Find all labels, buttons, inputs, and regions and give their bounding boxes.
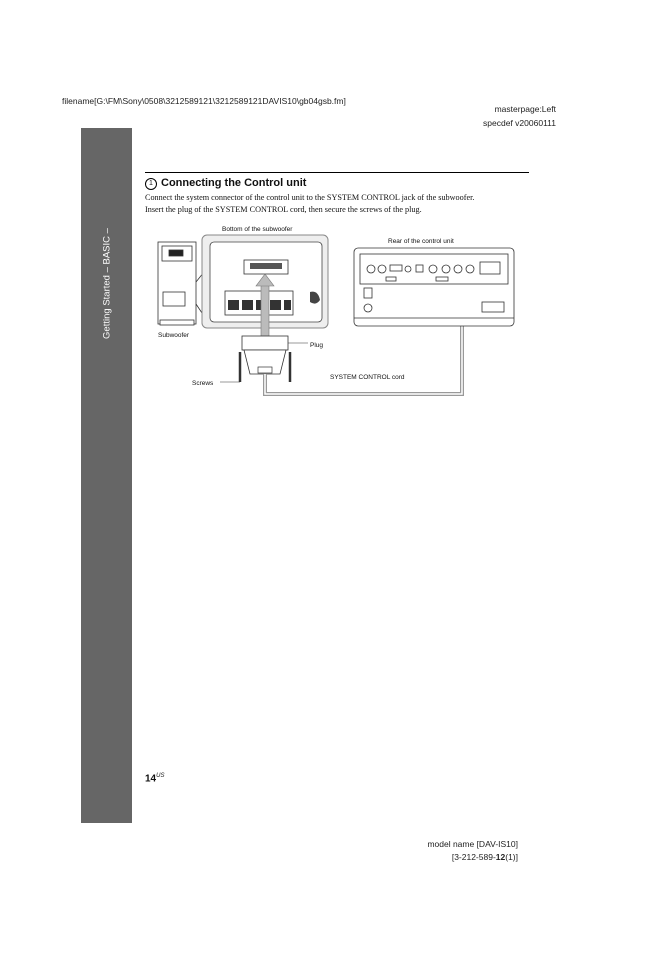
label-plug: Plug bbox=[310, 342, 324, 349]
label-system-control-cord: SYSTEM CONTROL cord bbox=[330, 374, 405, 381]
specdef-text: specdef v20060111 bbox=[483, 118, 556, 128]
label-screws: Screws bbox=[192, 380, 214, 387]
connection-diagram bbox=[150, 222, 525, 402]
section-divider bbox=[145, 172, 529, 173]
instruction-line-2: Insert the plug of the SYSTEM CONTROL cord, then secure the screws of the plug. bbox=[145, 205, 422, 214]
section-sidebar bbox=[81, 128, 132, 823]
step-number-badge: 1 bbox=[145, 178, 157, 190]
control-unit-rear bbox=[354, 248, 514, 326]
sidebar-label: Getting Started – BASIC – bbox=[101, 228, 113, 339]
label-rear-of-control-unit: Rear of the control unit bbox=[388, 238, 454, 245]
filename-text: filename[G:\FM\Sony\0508\3212589121\3212589121DAVIS10\gb04gsb.fm] bbox=[62, 96, 346, 106]
label-subwoofer: Subwoofer bbox=[158, 332, 190, 339]
part-code-text: [3-212-589-12(1)] bbox=[451, 852, 518, 862]
model-name-text: model name [DAV-IS10] bbox=[427, 839, 518, 849]
instruction-line-1: Connect the system connector of the control unit to the SYSTEM CONTROL jack of the subwoofer. bbox=[145, 193, 475, 202]
masterpage-text: masterpage:Left bbox=[494, 104, 556, 114]
subwoofer-illustration bbox=[158, 242, 208, 325]
page-number: $14^{US}$ bbox=[145, 773, 165, 785]
section-heading bbox=[145, 177, 306, 190]
label-bottom-of-subwoofer: Bottom of the subwoofer bbox=[222, 226, 293, 233]
section-title: Connecting the Control unit bbox=[161, 177, 307, 189]
